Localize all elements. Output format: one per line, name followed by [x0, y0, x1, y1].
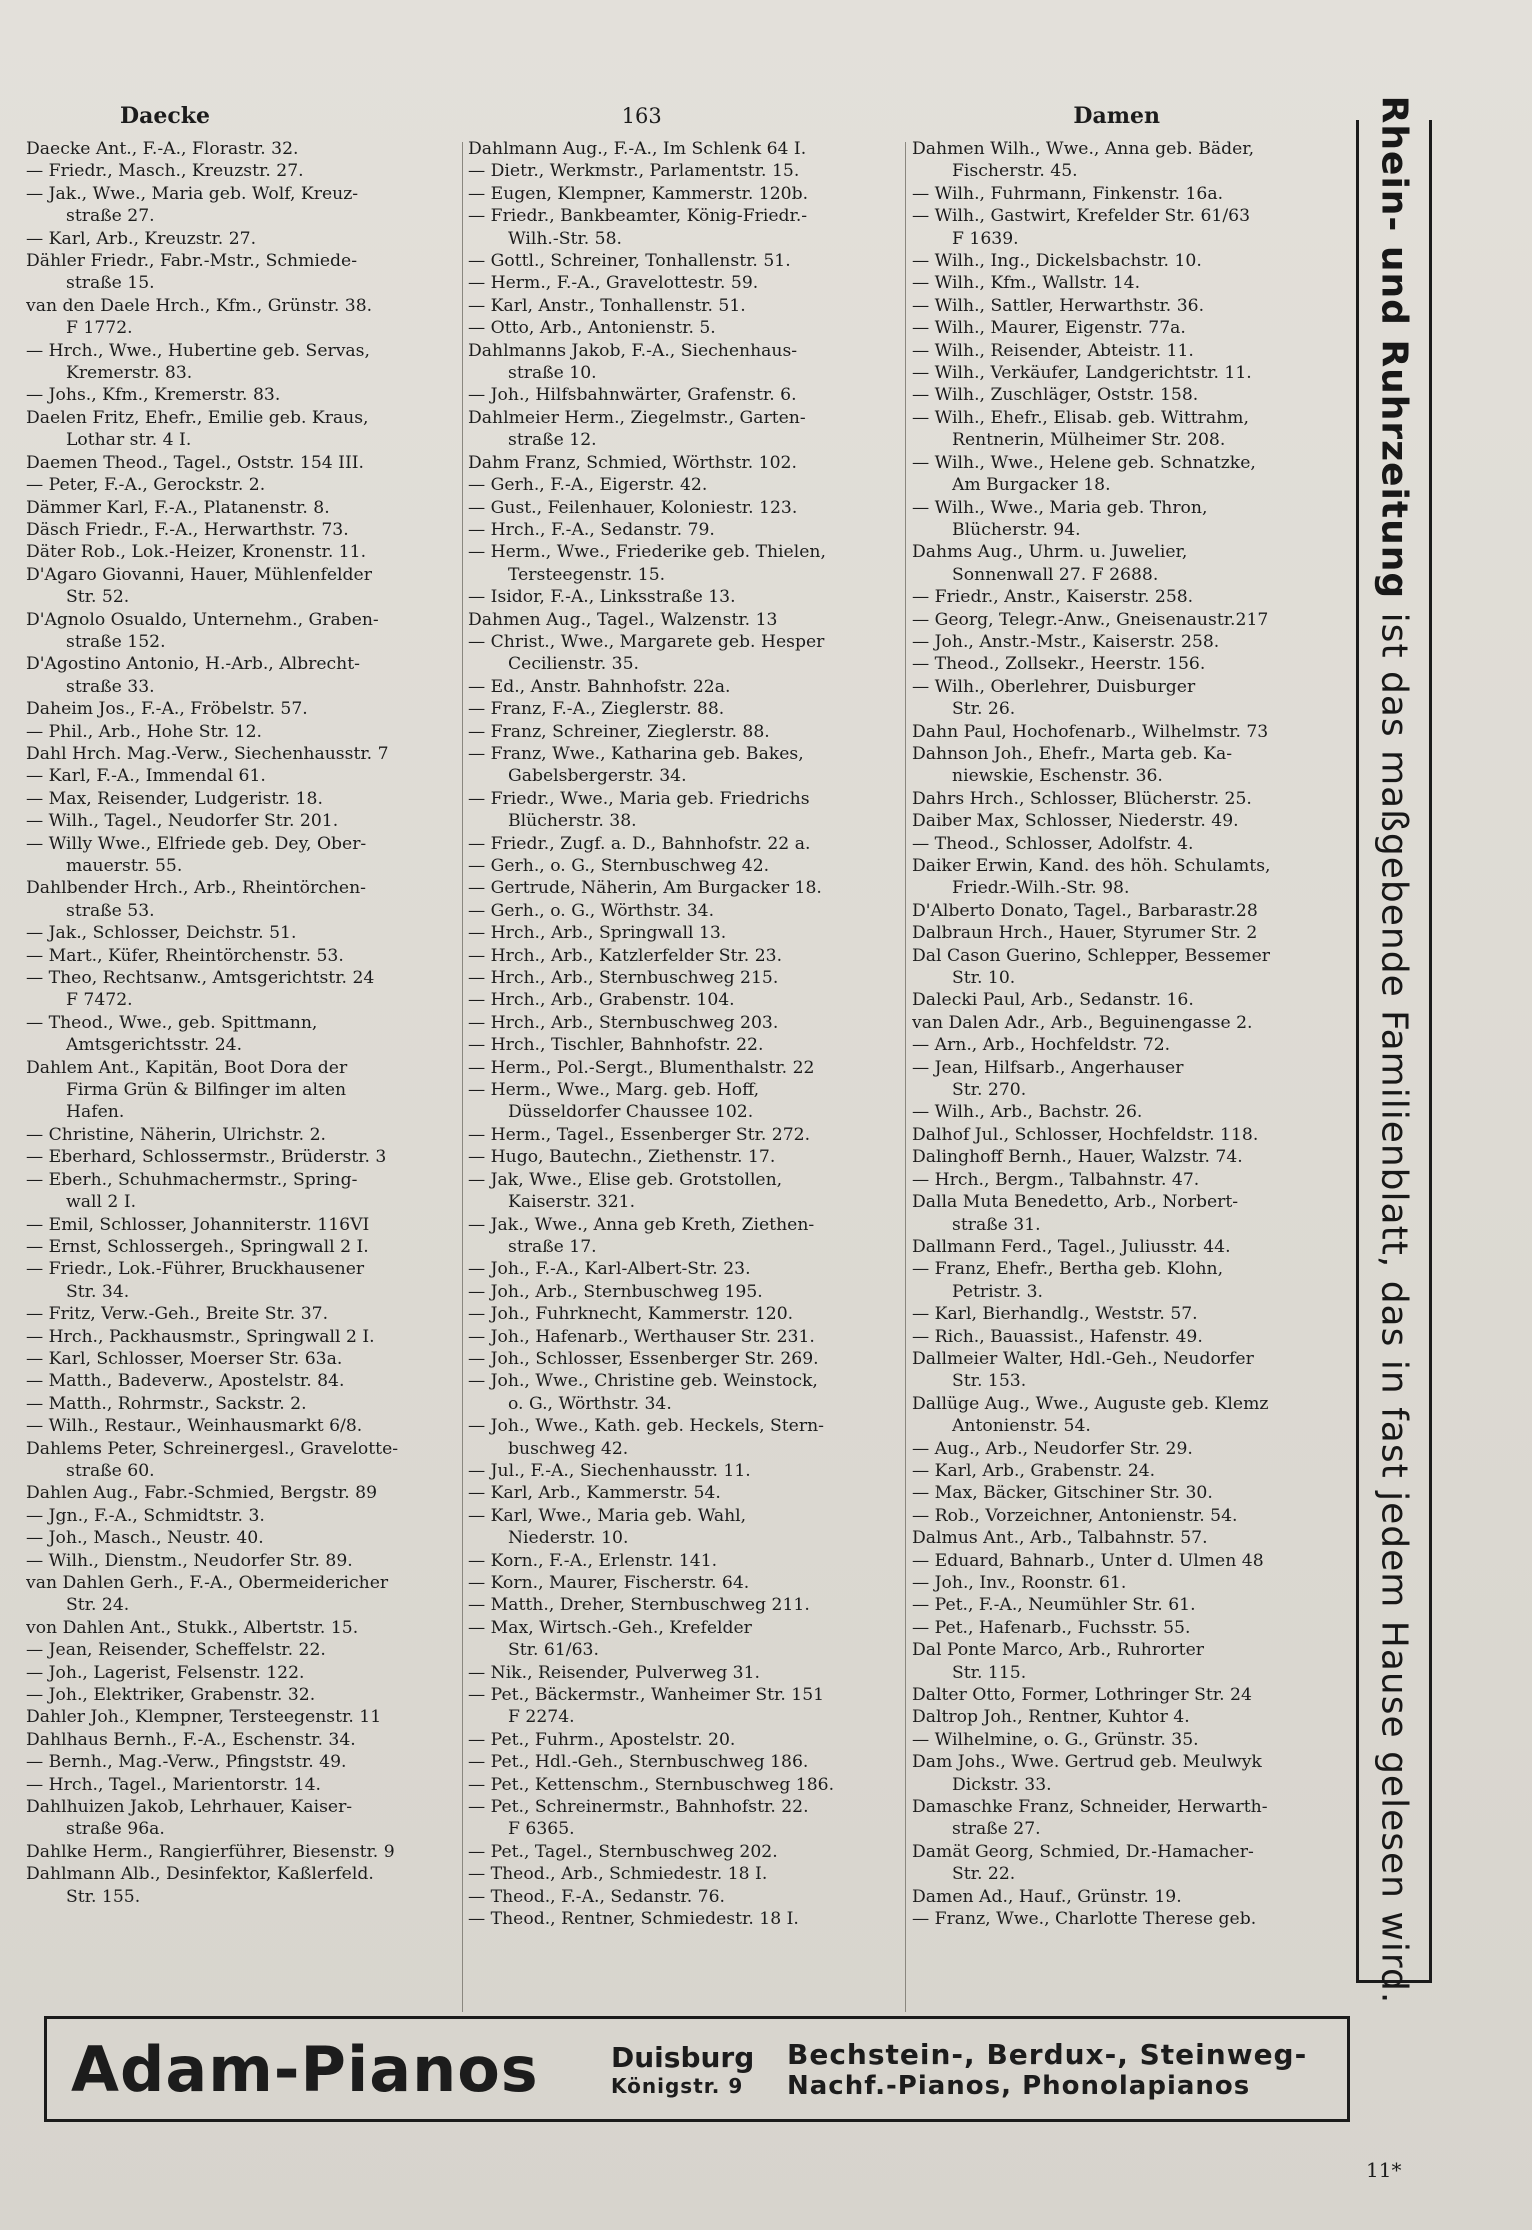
- directory-entry: — Hrch., F.-A., Sedanstr. 79.: [468, 519, 715, 540]
- directory-entry: — Eugen, Klempner, Kammerstr. 120b.: [468, 183, 809, 204]
- directory-entry: Dahler Joh., Klempner, Tersteegenstr. 11: [26, 1707, 382, 1728]
- directory-entry-continuation: Dickstr. 33.: [952, 1774, 1052, 1795]
- column-divider: [905, 142, 906, 2012]
- directory-entry-continuation: wall 2 I.: [66, 1192, 137, 1213]
- directory-entry: — Herm., Wwe., Friederike geb. Thielen,: [468, 542, 826, 563]
- directory-entry: Dahlem Ant., Kapitän, Boot Dora der: [26, 1057, 348, 1078]
- directory-entry-continuation: Firma Grün & Bilfinger im alten: [66, 1080, 347, 1101]
- directory-entry: — Gottl., Schreiner, Tonhallenstr. 51.: [468, 251, 791, 272]
- directory-entry: — Bernh., Mag.-Verw., Pfingststr. 49.: [26, 1752, 347, 1773]
- directory-entry-continuation: straße 33.: [66, 676, 155, 697]
- directory-entry: Dahnson Joh., Ehefr., Marta geb. Ka-: [912, 743, 1233, 764]
- directory-entry: — Eberhard, Schlossermstr., Brüderstr. 3: [26, 1147, 387, 1168]
- directory-entry: — Joh., Masch., Neustr. 40.: [26, 1528, 264, 1549]
- directory-entry: Dahlbender Hrch., Arb., Rheintörchen-: [26, 878, 366, 899]
- directory-column-2: [468, 138, 898, 2018]
- directory-entry: — Theod., Schlosser, Adolfstr. 4.: [912, 833, 1194, 854]
- directory-entry: Daltrop Joh., Rentner, Kuhtor 4.: [912, 1707, 1190, 1728]
- directory-entry: — Nik., Reisender, Pulverweg 31.: [468, 1662, 761, 1683]
- directory-entry: — Friedr., Anstr., Kaiserstr. 258.: [912, 587, 1194, 608]
- directory-entry: — Franz, F.-A., Zieglerstr. 88.: [468, 699, 725, 720]
- directory-entry: — Karl, Wwe., Maria geb. Wahl,: [468, 1505, 747, 1526]
- directory-entry: Daemen Theod., Tagel., Oststr. 154 III.: [26, 452, 364, 473]
- directory-entry: — Christ., Wwe., Margarete geb. Hesper: [468, 631, 825, 652]
- directory-entry: — Max, Wirtsch.-Geh., Krefelder: [468, 1617, 752, 1638]
- directory-entry: — Wilh., Gastwirt, Krefelder Str. 61/63: [912, 206, 1251, 227]
- directory-entry: — Korn., F.-A., Erlenstr. 141.: [468, 1550, 718, 1571]
- directory-entry: — Rob., Vorzeichner, Antonienstr. 54.: [912, 1505, 1238, 1526]
- directory-entry: — Friedr., Wwe., Maria geb. Friedrichs: [468, 788, 810, 809]
- directory-entry: Daelen Fritz, Ehefr., Emilie geb. Kraus,: [26, 407, 369, 428]
- directory-entry: — Karl, Schlosser, Moerser Str. 63a.: [26, 1348, 343, 1369]
- directory-entry: — Jak., Wwe., Maria geb. Wolf, Kreuz-: [26, 183, 359, 204]
- directory-entry: — Joh., Wwe., Christine geb. Weinstock,: [468, 1371, 818, 1392]
- directory-entry: Dallüge Aug., Wwe., Auguste geb. Klemz: [912, 1393, 1269, 1414]
- directory-entry: — Wilh., Wwe., Maria geb. Thron,: [912, 497, 1208, 518]
- directory-entry: — Herm., Wwe., Marg. geb. Hoff,: [468, 1080, 760, 1101]
- directory-entry: Dahlmanns Jakob, F.-A., Siechenhaus-: [468, 340, 798, 361]
- column-divider: [462, 142, 463, 2012]
- directory-entry-continuation: Str. 153.: [952, 1371, 1027, 1392]
- printer-signature: 11*: [1366, 2158, 1402, 2182]
- directory-entry-continuation: Düsseldorfer Chaussee 102.: [508, 1102, 754, 1123]
- directory-entry: — Hrch., Arb., Katzlerfelder Str. 23.: [468, 945, 783, 966]
- directory-entry: — Pet., Hafenarb., Fuchsstr. 55.: [912, 1617, 1191, 1638]
- directory-entry: — Wilh., Restaur., Weinhausmarkt 6/8.: [26, 1416, 363, 1437]
- directory-entry: — Max, Bäcker, Gitschiner Str. 30.: [912, 1483, 1213, 1504]
- directory-entry: — Gerh., o. G., Sternbuschweg 42.: [468, 856, 770, 876]
- directory-entry: — Theod., Wwe., geb. Spittmann,: [26, 1012, 318, 1033]
- directory-entry-continuation: Str. 270.: [952, 1080, 1027, 1101]
- directory-entry: — Karl, Anstr., Tonhallenstr. 51.: [468, 295, 746, 316]
- directory-entry-continuation: Kaiserstr. 321.: [508, 1192, 636, 1213]
- directory-entry: Dahm Franz, Schmied, Wörthstr. 102.: [468, 452, 797, 473]
- directory-entry-continuation: Blücherstr. 38.: [508, 811, 637, 832]
- directory-entry: — Hrch., Arb., Sternbuschweg 203.: [468, 1012, 779, 1033]
- directory-entry: — Otto, Arb., Antonienstr. 5.: [468, 318, 716, 339]
- directory-entry: — Karl, F.-A., Immendal 61.: [26, 766, 266, 787]
- directory-entry: Damät Georg, Schmied, Dr.-Hamacher-: [912, 1841, 1254, 1862]
- directory-entry: — Pet., Kettenschm., Sternbuschweg 186.: [468, 1774, 835, 1795]
- directory-entry-continuation: Str. 10.: [952, 968, 1016, 989]
- directory-entry-continuation: Kremerstr. 83.: [66, 363, 193, 384]
- directory-entry: — Franz, Wwe., Katharina geb. Bakes,: [468, 743, 804, 764]
- directory-entry-continuation: Str. 115.: [952, 1662, 1027, 1683]
- directory-entry: Dalinghoff Bernh., Hauer, Walzstr. 74.: [912, 1147, 1243, 1168]
- directory-entry: Dahlems Peter, Schreinergesl., Gravelotte-: [26, 1438, 399, 1459]
- ad-brand-name: Adam-Pianos: [71, 2032, 539, 2106]
- directory-entry: — Joh., Hilfsbahnwärter, Grafenstr. 6.: [468, 385, 797, 406]
- directory-entry: — Isidor, F.-A., Linksstraße 13.: [468, 587, 736, 608]
- directory-entry-continuation: niewskie, Eschenstr. 36.: [952, 766, 1163, 787]
- sidebar-slogan-rest: ist das maßgebende Familienblatt, das in fast jedem Hause gelesen wird.: [1373, 612, 1415, 2005]
- directory-entry: — Joh., Wwe., Kath. geb. Heckels, Stern-: [468, 1416, 824, 1437]
- directory-entry-continuation: Cecilienstr. 35.: [508, 654, 639, 675]
- directory-entry: — Pet., Hdl.-Geh., Sternbuschweg 186.: [468, 1752, 809, 1773]
- directory-entry: — Franz, Wwe., Charlotte Therese geb.: [912, 1909, 1257, 1930]
- directory-entry-continuation: Str. 34.: [66, 1281, 130, 1302]
- directory-entry: — Georg, Telegr.-Anw., Gneisenaustr.217: [912, 609, 1269, 630]
- directory-entry-continuation: Rentnerin, Mülheimer Str. 208.: [952, 430, 1226, 451]
- directory-entry-continuation: Hafen.: [66, 1102, 125, 1123]
- directory-entry: — Joh., Schlosser, Essenberger Str. 269.: [468, 1348, 819, 1369]
- directory-entry: Damen Ad., Hauf., Grünstr. 19.: [912, 1886, 1182, 1907]
- directory-entry: Dahmen Aug., Tagel., Walzenstr. 13: [468, 609, 778, 630]
- directory-entry: — Jak., Wwe., Anna geb Kreth, Ziethen-: [468, 1214, 815, 1235]
- directory-entry: — Wilh., Sattler, Herwarthstr. 36.: [912, 295, 1205, 316]
- directory-entry: — Eduard, Bahnarb., Unter d. Ulmen 48: [912, 1550, 1264, 1571]
- directory-entry-continuation: Str. 22.: [952, 1864, 1016, 1885]
- directory-entry: Dalbraun Hrch., Hauer, Styrumer Str. 2: [912, 923, 1258, 944]
- directory-entry: — Wilhelmine, o. G., Grünstr. 35.: [912, 1729, 1199, 1750]
- directory-entry-continuation: Gabelsbergerstr. 34.: [508, 766, 687, 787]
- directory-entry: — Ernst, Schlossergeh., Springwall 2 I.: [26, 1236, 369, 1257]
- directory-entry-continuation: Sonnenwall 27. F 2688.: [952, 564, 1159, 585]
- directory-entry-continuation: straße 152.: [66, 631, 166, 652]
- directory-entry-continuation: o. G., Wörthstr. 34.: [508, 1393, 672, 1414]
- directory-entry: D'Agnolo Osualdo, Unternehm., Graben-: [26, 609, 379, 630]
- directory-entry: Dahlke Herm., Rangierführer, Biesenstr. 9: [26, 1841, 395, 1862]
- directory-entry: Dalter Otto, Former, Lothringer Str. 24: [912, 1685, 1252, 1706]
- directory-entry: Dalhof Jul., Schlosser, Hochfeldstr. 118.: [912, 1124, 1259, 1145]
- directory-entry-continuation: Petristr. 3.: [952, 1281, 1043, 1302]
- directory-entry: — Hrch., Bergm., Talbahnstr. 47.: [912, 1169, 1200, 1190]
- directory-entry-continuation: Blücherstr. 94.: [952, 519, 1081, 540]
- directory-entry: — Matth., Badeverw., Apostelstr. 84.: [26, 1371, 345, 1392]
- directory-entry: — Pet., Schreinermstr., Bahnhofstr. 22.: [468, 1797, 809, 1818]
- directory-entry: Dahmen Wilh., Wwe., Anna geb. Bäder,: [912, 139, 1255, 159]
- directory-entry: Dähler Friedr., Fabr.-Mstr., Schmiede-: [26, 251, 358, 272]
- directory-entry: — Gerh., F.-A., Eigerstr. 42.: [468, 475, 708, 496]
- directory-entry-continuation: Niederstr. 10.: [508, 1528, 629, 1549]
- directory-entry: Dahlmann Alb., Desinfektor, Kaßlerfeld.: [26, 1864, 374, 1885]
- directory-entry: Dahn Paul, Hochofenarb., Wilhelmstr. 73: [912, 721, 1269, 742]
- header-left-keyword: Daecke: [120, 103, 210, 129]
- directory-entry: — Hrch., Arb., Sternbuschweg 215.: [468, 968, 779, 989]
- directory-entry: — Wilh., Wwe., Helene geb. Schnatzke,: [912, 452, 1256, 473]
- directory-entry: — Eberh., Schuhmachermstr., Spring-: [26, 1169, 358, 1190]
- directory-entry: — Christine, Näherin, Ulrichstr. 2.: [26, 1124, 326, 1145]
- directory-entry: — Fritz, Verw.-Geh., Breite Str. 37.: [26, 1304, 329, 1325]
- directory-entry: — Franz, Schreiner, Zieglerstr. 88.: [468, 721, 770, 742]
- directory-entry: — Karl, Arb., Kammerstr. 54.: [468, 1483, 721, 1504]
- directory-entry: — Joh., F.-A., Karl-Albert-Str. 23.: [468, 1259, 751, 1280]
- directory-entry: — Peter, F.-A., Gerockstr. 2.: [26, 475, 266, 496]
- directory-entry: — Joh., Elektriker, Grabenstr. 32.: [26, 1685, 316, 1706]
- directory-entry-continuation: F 6365.: [508, 1819, 575, 1840]
- directory-entry-continuation: F 1772.: [66, 318, 133, 339]
- page-header: [120, 96, 1160, 136]
- directory-entry: — Korn., Maurer, Fischerstr. 64.: [468, 1573, 750, 1593]
- directory-entry: — Wilh., Fuhrmann, Finkenstr. 16a.: [912, 183, 1224, 204]
- directory-entry: — Herm., Tagel., Essenberger Str. 272.: [468, 1124, 811, 1145]
- directory-entry: — Hrch., Tischler, Bahnhofstr. 22.: [468, 1035, 764, 1056]
- directory-entry: — Matth., Dreher, Sternbuschweg 211.: [468, 1595, 810, 1616]
- directory-entry: — Rich., Bauassist., Hafenstr. 49.: [912, 1326, 1203, 1347]
- directory-entry: — Gerh., o. G., Wörthstr. 34.: [468, 900, 715, 921]
- directory-entry-continuation: straße 60.: [66, 1460, 155, 1481]
- directory-entry-continuation: F 1639.: [952, 228, 1019, 249]
- directory-entry: — Wilh., Tagel., Neudorfer Str. 201.: [26, 811, 339, 832]
- directory-entry-continuation: straße 27.: [66, 206, 155, 227]
- directory-entry-continuation: Lothar str. 4 I.: [66, 430, 192, 451]
- directory-entry: — Theod., Rentner, Schmiedestr. 18 I.: [468, 1909, 799, 1930]
- directory-entry-continuation: Str. 155.: [66, 1886, 141, 1907]
- directory-entry: Dalecki Paul, Arb., Sedanstr. 16.: [912, 990, 1194, 1011]
- directory-entry: — Jean, Hilfsarb., Angerhauser: [912, 1057, 1184, 1078]
- piano-advertisement: [44, 2016, 1350, 2122]
- directory-entry: van den Daele Hrch., Kfm., Grünstr. 38.: [26, 295, 373, 316]
- directory-entry: Daiker Erwin, Kand. des höh. Schulamts,: [912, 856, 1271, 876]
- directory-entry: — Friedr., Zugf. a. D., Bahnhofstr. 22 a.: [468, 833, 811, 854]
- directory-entry: — Hrch., Wwe., Hubertine geb. Servas,: [26, 340, 370, 361]
- directory-entry: — Theod., Arb., Schmiedestr. 18 I.: [468, 1864, 768, 1885]
- directory-entry: — Theo, Rechtsanw., Amtsgerichtstr. 24: [26, 968, 375, 989]
- directory-entry: — Joh., Arb., Sternbuschweg 195.: [468, 1281, 763, 1302]
- directory-entry-continuation: buschweg 42.: [508, 1438, 629, 1459]
- directory-entry: — Wilh., Ehefr., Elisab. geb. Wittrahm,: [912, 407, 1249, 428]
- directory-entry: von Dahlen Ant., Stukk., Albertstr. 15.: [26, 1617, 359, 1638]
- directory-entry: D'Agaro Giovanni, Hauer, Mühlenfelder: [26, 564, 372, 585]
- directory-entry-continuation: Amtsgerichtsstr. 24.: [66, 1035, 243, 1056]
- directory-entry-continuation: Antonienstr. 54.: [952, 1416, 1091, 1437]
- sidebar-newspaper-name: Rhein- und Ruhrzeitung: [1373, 95, 1415, 600]
- directory-entry-continuation: Str. 61/63.: [508, 1640, 599, 1661]
- directory-entry: Dahlmeier Herm., Ziegelmstr., Garten-: [468, 407, 806, 428]
- directory-entry: — Herm., Pol.-Sergt., Blumenthalstr. 22: [468, 1057, 815, 1078]
- directory-entry-continuation: mauerstr. 55.: [66, 856, 183, 876]
- directory-entry: — Joh., Fuhrknecht, Kammerstr. 120.: [468, 1304, 794, 1325]
- directory-entry: — Wilh., Arb., Bachstr. 26.: [912, 1102, 1143, 1123]
- directory-columns: [26, 138, 1346, 2018]
- directory-entry: — Gertrude, Näherin, Am Burgacker 18.: [468, 878, 822, 899]
- directory-entry-continuation: Fischerstr. 45.: [952, 161, 1078, 182]
- directory-entry-continuation: straße 27.: [952, 1819, 1041, 1840]
- directory-entry-continuation: straße 12.: [508, 430, 597, 451]
- directory-entry: — Karl, Arb., Grabenstr. 24.: [912, 1460, 1156, 1481]
- directory-entry: — Wilh., Maurer, Eigenstr. 77a.: [912, 318, 1186, 339]
- directory-entry: — Wilh., Zuschläger, Oststr. 158.: [912, 385, 1199, 406]
- directory-entry: — Wilh., Dienstm., Neudorfer Str. 89.: [26, 1550, 353, 1571]
- directory-entry: — Hugo, Bautechn., Ziethenstr. 17.: [468, 1147, 776, 1168]
- directory-entry: — Joh., Anstr.-Mstr., Kaiserstr. 258.: [912, 631, 1220, 652]
- directory-entry: — Hrch., Packhausmstr., Springwall 2 I.: [26, 1326, 375, 1347]
- directory-entry: — Phil., Arb., Hohe Str. 12.: [26, 721, 262, 742]
- directory-entry-continuation: straße 53.: [66, 900, 155, 921]
- directory-entry: — Friedr., Masch., Kreuzstr. 27.: [26, 161, 304, 182]
- directory-entry: D'Alberto Donato, Tagel., Barbarastr.28: [912, 900, 1258, 921]
- directory-entry: — Arn., Arb., Hochfeldstr. 72.: [912, 1035, 1171, 1056]
- directory-entry: — Matth., Rohrmstr., Sackstr. 2.: [26, 1393, 307, 1414]
- directory-entry: — Aug., Arb., Neudorfer Str. 29.: [912, 1438, 1193, 1459]
- directory-entry: Dam Johs., Wwe. Gertrud geb. Meulwyk: [912, 1752, 1262, 1773]
- directory-entry-continuation: F 2274.: [508, 1707, 575, 1728]
- directory-entry: — Jak, Wwe., Elise geb. Grotstollen,: [468, 1169, 783, 1190]
- directory-entry-continuation: Str. 26.: [952, 699, 1016, 720]
- ad-brands-line-2: Nachf.-Pianos, Phonolapianos: [787, 2070, 1251, 2101]
- directory-entry: Daecke Ant., F.-A., Florastr. 32.: [26, 139, 299, 159]
- directory-entry: Dallmeier Walter, Hdl.-Geh., Neudorfer: [912, 1348, 1254, 1369]
- directory-entry: — Jul., F.-A., Siechenhausstr. 11.: [468, 1460, 751, 1481]
- directory-entry: — Hrch., Arb., Springwall 13.: [468, 923, 727, 944]
- directory-entry-continuation: Str. 24.: [66, 1595, 130, 1616]
- directory-entry-continuation: straße 31.: [952, 1214, 1041, 1235]
- directory-column-1: [26, 138, 456, 2018]
- ad-brand-list: [787, 2038, 1307, 2101]
- directory-entry: — Wilh., Verkäufer, Landgerichtstr. 11.: [912, 363, 1252, 384]
- directory-entry: — Herm., F.-A., Gravelottestr. 59.: [468, 273, 759, 294]
- directory-entry: Dal Ponte Marco, Arb., Ruhrorter: [912, 1640, 1204, 1661]
- sidebar-slogan: [1374, 96, 1415, 2005]
- directory-entry: Dahlmann Aug., F.-A., Im Schlenk 64 I.: [468, 139, 807, 159]
- directory-entry: — Pet., Bäckermstr., Wanheimer Str. 151: [468, 1685, 825, 1706]
- directory-entry: — Wilh., Ing., Dickelsbachstr. 10.: [912, 251, 1202, 272]
- directory-entry-continuation: Tersteegenstr. 15.: [508, 564, 666, 585]
- directory-entry: Daheim Jos., F.-A., Fröbelstr. 57.: [26, 699, 308, 720]
- directory-entry: Dahrs Hrch., Schlosser, Blücherstr. 25.: [912, 788, 1252, 809]
- directory-entry: — Ed., Anstr. Bahnhofstr. 22a.: [468, 676, 731, 697]
- directory-entry: — Wilh., Kfm., Wallstr. 14.: [912, 273, 1141, 294]
- directory-entry: Dahms Aug., Uhrm. u. Juwelier,: [912, 542, 1188, 563]
- directory-entry: Dal Cason Guerino, Schlepper, Bessemer: [912, 945, 1270, 966]
- ad-street: Königstr. 9: [611, 2073, 744, 2098]
- header-right-keyword: Damen: [1073, 103, 1160, 129]
- directory-entry-continuation: F 7472.: [66, 990, 133, 1011]
- directory-entry-continuation: straße 96a.: [66, 1819, 165, 1840]
- directory-entry: Dahlhaus Bernh., F.-A., Eschenstr. 34.: [26, 1729, 356, 1750]
- directory-entry: — Franz, Ehefr., Bertha geb. Klohn,: [912, 1259, 1224, 1280]
- directory-entry: — Pet., Tagel., Sternbuschweg 202.: [468, 1841, 778, 1862]
- directory-entry: — Joh., Lagerist, Felsenstr. 122.: [26, 1662, 305, 1683]
- directory-entry-continuation: straße 10.: [508, 363, 597, 384]
- directory-entry: — Pet., Fuhrm., Apostelstr. 20.: [468, 1729, 736, 1750]
- directory-entry: — Hrch., Arb., Grabenstr. 104.: [468, 990, 735, 1011]
- ad-brands-line-1: Bechstein-, Berdux-, Steinweg-: [787, 2037, 1308, 2071]
- directory-entry-continuation: Str. 52.: [66, 587, 130, 608]
- directory-entry: — Dietr., Werkmstr., Parlamentstr. 15.: [468, 161, 800, 182]
- directory-entry: Dallmann Ferd., Tagel., Juliusstr. 44.: [912, 1236, 1231, 1257]
- directory-entry: Däter Rob., Lok.-Heizer, Kronenstr. 11.: [26, 542, 367, 563]
- directory-entry: — Jak., Schlosser, Deichstr. 51.: [26, 923, 297, 944]
- directory-entry: — Willy Wwe., Elfriede geb. Dey, Ober-: [26, 833, 367, 854]
- directory-entry: Dahlhuizen Jakob, Lehrhauer, Kaiser-: [26, 1797, 353, 1818]
- directory-entry: Dalmus Ant., Arb., Talbahnstr. 57.: [912, 1528, 1208, 1549]
- directory-entry: D'Agostino Antonio, H.-Arb., Albrecht-: [26, 654, 360, 675]
- directory-entry: — Hrch., Tagel., Marientorstr. 14.: [26, 1774, 321, 1795]
- directory-entry: Dalla Muta Benedetto, Arb., Norbert-: [912, 1192, 1239, 1213]
- directory-entry: — Pet., F.-A., Neumühler Str. 61.: [912, 1595, 1196, 1616]
- directory-entry: — Karl, Arb., Kreuzstr. 27.: [26, 228, 257, 249]
- directory-entry: — Joh., Inv., Roonstr. 61.: [912, 1573, 1127, 1593]
- directory-entry: Dämmer Karl, F.-A., Platanenstr. 8.: [26, 497, 330, 518]
- directory-entry: — Theod., F.-A., Sedanstr. 76.: [468, 1886, 725, 1907]
- directory-entry: Däsch Friedr., F.-A., Herwarthstr. 73.: [26, 519, 349, 540]
- directory-entry: — Friedr., Lok.-Führer, Bruckhausener: [26, 1259, 365, 1280]
- directory-entry: — Karl, Bierhandlg., Weststr. 57.: [912, 1304, 1198, 1325]
- page-number: 163: [621, 104, 662, 128]
- directory-entry: Dahlen Aug., Fabr.-Schmied, Bergstr. 89: [26, 1483, 378, 1504]
- directory-entry: — Jean, Reisender, Scheffelstr. 22.: [26, 1640, 326, 1661]
- newspaper-ad-sidebar: [1356, 95, 1432, 2005]
- directory-entry: Daiber Max, Schlosser, Niederstr. 49.: [912, 811, 1239, 832]
- directory-column-3: [912, 138, 1344, 2018]
- directory-entry: — Johs., Kfm., Kremerstr. 83.: [26, 385, 281, 406]
- directory-entry: — Max, Reisender, Ludgeristr. 18.: [26, 788, 323, 809]
- directory-entry: — Theod., Zollsekr., Heerstr. 156.: [912, 654, 1206, 675]
- directory-entry: — Joh., Hafenarb., Werthauser Str. 231.: [468, 1326, 815, 1347]
- directory-entry: van Dahlen Gerh., F.-A., Obermeidericher: [26, 1573, 389, 1593]
- directory-entry: — Friedr., Bankbeamter, König-Friedr.-: [468, 206, 808, 227]
- directory-entry: — Wilh., Reisender, Abteistr. 11.: [912, 340, 1194, 361]
- directory-entry: Damaschke Franz, Schneider, Herwarth-: [912, 1797, 1268, 1818]
- directory-entry-continuation: Am Burgacker 18.: [952, 475, 1111, 496]
- directory-entry: — Gust., Feilenhauer, Koloniestr. 123.: [468, 497, 798, 518]
- directory-entry-continuation: straße 17.: [508, 1236, 597, 1257]
- directory-entry-continuation: Wilh.-Str. 58.: [508, 228, 622, 249]
- directory-entry: Dahl Hrch. Mag.-Verw., Siechenhausstr. 7: [26, 743, 389, 764]
- directory-entry-continuation: Friedr.-Wilh.-Str. 98.: [952, 878, 1130, 899]
- ad-address: [611, 2041, 787, 2098]
- directory-entry-continuation: straße 15.: [66, 273, 155, 294]
- directory-entry: — Wilh., Oberlehrer, Duisburger: [912, 676, 1196, 697]
- directory-entry: — Jgn., F.-A., Schmidtstr. 3.: [26, 1505, 265, 1526]
- directory-entry: — Emil, Schlosser, Johanniterstr. 116VI: [26, 1214, 370, 1235]
- directory-entry: — Mart., Küfer, Rheintörchenstr. 53.: [26, 945, 344, 966]
- directory-entry: van Dalen Adr., Arb., Beguinengasse 2.: [912, 1012, 1253, 1033]
- ad-city: Duisburg: [611, 2040, 755, 2074]
